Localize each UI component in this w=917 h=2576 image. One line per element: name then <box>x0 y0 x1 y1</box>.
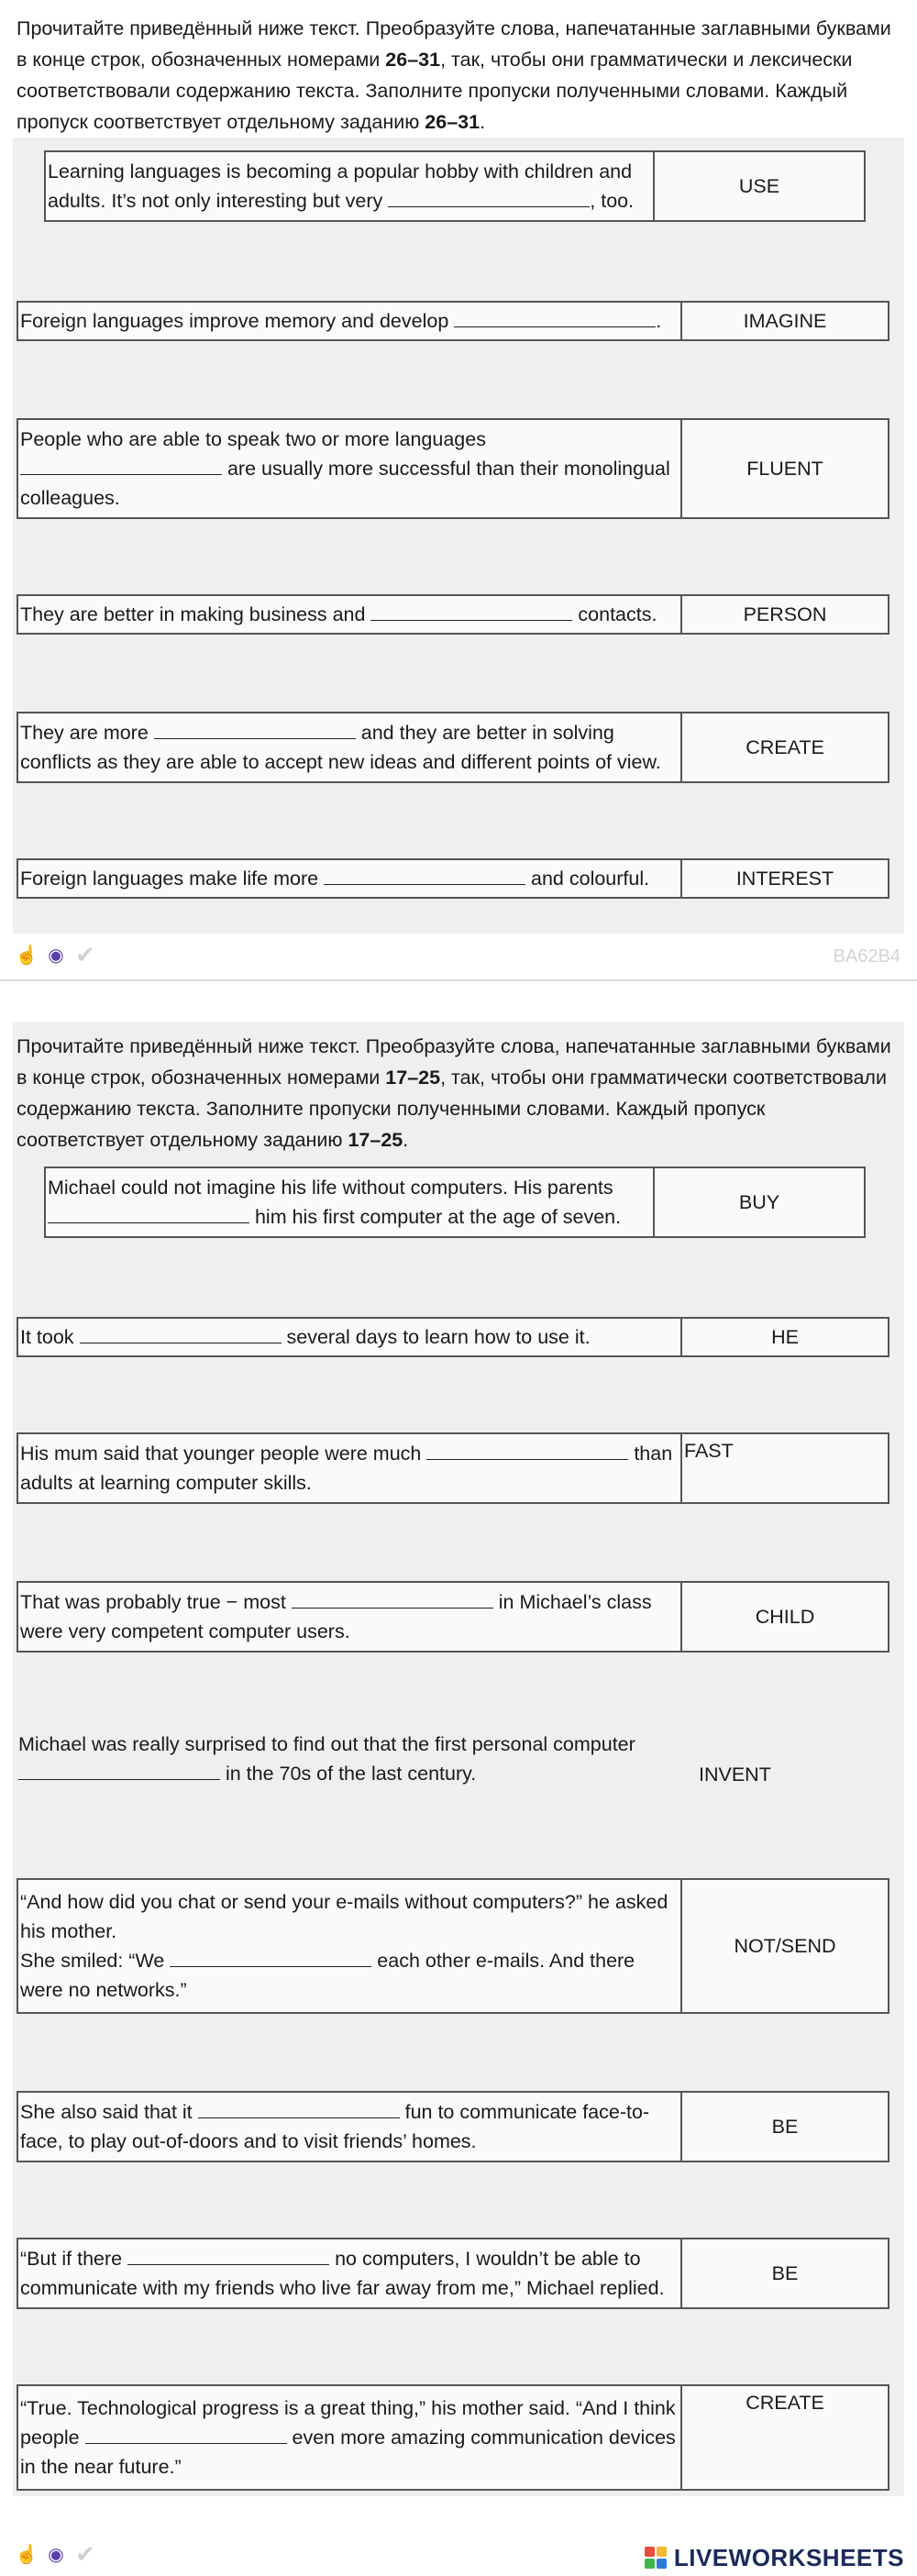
check-icon[interactable]: ✔ <box>75 2539 95 2568</box>
liveworksheets-logo-icon <box>645 2547 668 2570</box>
keyword: FLUENT <box>746 457 823 480</box>
task-29: They are better in making business and contacts. PERSON <box>17 594 889 635</box>
answer-input[interactable] <box>85 2423 287 2444</box>
keyword: INTEREST <box>735 867 834 890</box>
answer-input[interactable] <box>127 2244 329 2265</box>
task-21: Michael was really surprised to find out that the first personal computer in the 70s of the last century. INVENT <box>17 1724 889 1825</box>
task-19: His mum said that younger people were much than adults at learning computer skills. FAST <box>17 1432 889 1504</box>
task-17: Michael could not imagine his life without computers. His parents him his first computer at the age of seven. BUY <box>44 1166 866 1238</box>
answer-input[interactable] <box>324 864 525 885</box>
hand-icon[interactable]: ☝ <box>15 2544 39 2565</box>
task-22: “And how did you chat or send your e-mails without computers?” he asked his mother. She smiled: “We each other e-mails. And there were no networks.” NOT/SEND <box>17 1878 889 2014</box>
worksheet-toolbar <box>15 2539 95 2568</box>
keyword: CHILD <box>755 1605 815 1628</box>
worksheet-code: BA62B4 <box>833 946 900 967</box>
keyword: BUY <box>738 1190 780 1213</box>
brand-logo[interactable]: LIVEWORKSHEETS <box>645 2544 904 2572</box>
eye-icon[interactable]: ◉ <box>48 945 64 966</box>
answer-input[interactable] <box>80 1322 282 1343</box>
answer-input[interactable] <box>388 186 590 207</box>
answer-input[interactable] <box>198 2097 400 2118</box>
task-24: “But if there no computers, I wouldn’t be able to communicate with my friends who live far away from me,” Michael replied. BE <box>17 2238 889 2309</box>
task-20: That was probably true − most in Michael’s class were very competent computer users. CHILD <box>17 1581 889 1653</box>
task-18: It took several days to learn how to use it. HE <box>17 1317 889 1357</box>
answer-input[interactable] <box>292 1587 493 1609</box>
task-23: She also said that it fun to communicate face-to-face, to play out-of-doors and to visit friends’ homes. BE <box>17 2091 889 2162</box>
answer-input[interactable] <box>454 306 656 327</box>
answer-input[interactable] <box>18 1759 220 1780</box>
keyword: BE <box>771 2261 799 2284</box>
keyword: IMAGINE <box>743 309 827 332</box>
keyword: FAST <box>684 1440 734 1462</box>
keyword: CREATE <box>746 735 824 758</box>
answer-input[interactable] <box>20 454 222 475</box>
task-30: They are more and they are better in solving conflicts as they are able to accept new ideas and different points of view. CREATE <box>17 712 889 783</box>
check-icon[interactable]: ✔ <box>75 940 95 968</box>
keyword: PERSON <box>743 603 827 625</box>
keyword: USE <box>738 174 780 197</box>
task-26: Learning languages is becoming a popular hobby with children and adults. It’s not only interesting but very , too. USE <box>44 150 866 222</box>
answer-input[interactable] <box>170 1946 371 1967</box>
answer-input[interactable] <box>48 1202 249 1223</box>
keyword: CREATE <box>746 2392 824 2414</box>
answer-input[interactable] <box>370 600 572 621</box>
instructions-2: Прочитайте приведённый ниже текст. Преобразуйте слова, напечатанные заглавными буквами в конце строк, обозначенных номерами 17–25, так, чтобы они грамматически соответствовали содержанию текста. Заполните пропуски полученными словами. Каждый пропуск соответствует отдельному заданию 17–25. <box>17 1035 891 1151</box>
eye-icon[interactable]: ◉ <box>48 2544 64 2565</box>
answer-input[interactable] <box>154 718 356 739</box>
worksheet-toolbar <box>15 940 95 968</box>
keyword: INVENT <box>699 1763 771 1786</box>
task-27: Foreign languages improve memory and develop . IMAGINE <box>17 301 889 341</box>
keyword: BE <box>771 2115 799 2138</box>
keyword: HE <box>771 1325 799 1348</box>
task-28: People who are able to speak two or more languages are usually more successful than their monolingual colleagues. FLUENT <box>17 418 889 519</box>
hand-icon[interactable]: ☝ <box>15 945 39 966</box>
divider <box>0 979 917 981</box>
instructions-1: Прочитайте приведённый ниже текст. Преобразуйте слова, напечатанные заглавными буквами в конце строк, обозначенных номерами 26–31, так, чтобы они грамматически и лексически соответствовали содержанию текста. Заполните пропуски полученными словами. Каждый пропуск соответствует отдельному заданию 26–31. <box>17 17 891 133</box>
task-25: “True. Technological progress is a great thing,” his mother said. “And I think people even more amazing communication devices in the near future.” CREATE <box>17 2384 889 2491</box>
keyword: NOT/SEND <box>734 1934 836 1957</box>
task-31: Foreign languages make life more and colourful. INTEREST <box>17 858 889 899</box>
answer-input[interactable] <box>426 1439 628 1460</box>
